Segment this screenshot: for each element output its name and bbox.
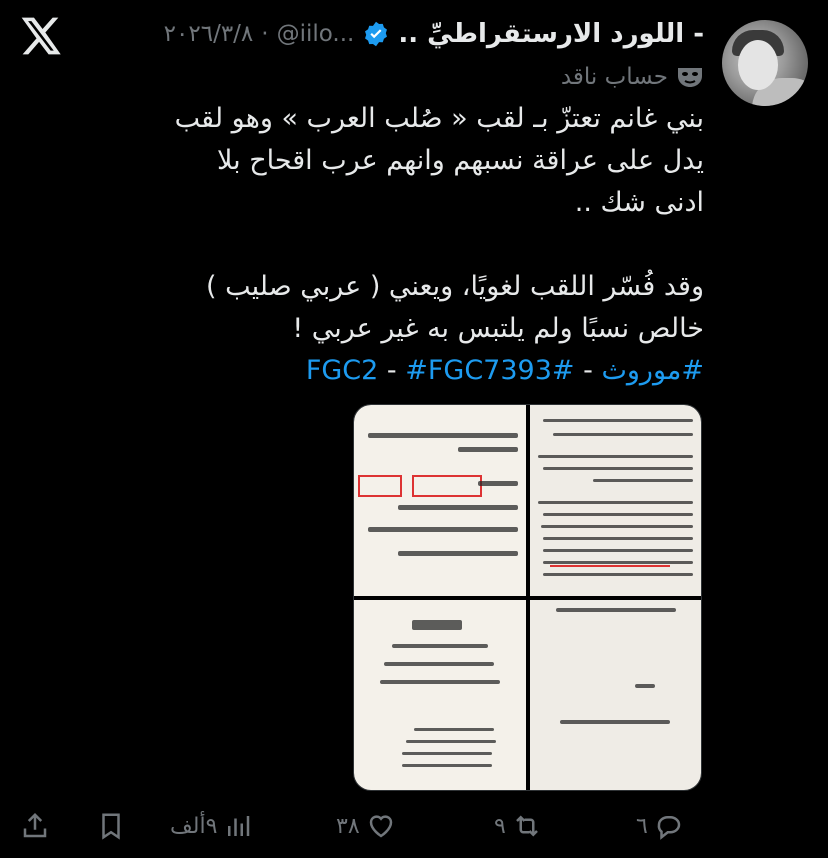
media-image-2[interactable] — [530, 405, 702, 596]
hashtag-separator: - — [386, 355, 397, 386]
share-icon — [20, 811, 50, 841]
retweet-button[interactable] — [494, 808, 542, 844]
media-grid[interactable] — [353, 404, 702, 791]
heart-icon — [366, 811, 396, 841]
post-date[interactable]: ٢٠٢٦/٣/٨ — [163, 21, 254, 47]
hashtags-line — [124, 350, 704, 392]
tweet-line: ادنى شك .. — [574, 187, 704, 218]
views-count: ٩ألف — [170, 813, 218, 839]
user-handle[interactable]: @iilo... — [276, 21, 355, 47]
retweet-icon — [512, 811, 542, 841]
tweet-line: وقد فُسّر اللقب لغويًا، ويعني ( عربي صليب ) — [205, 271, 704, 302]
media-image-3[interactable] — [354, 600, 526, 791]
views-icon — [223, 811, 253, 841]
hashtag-link[interactable]: #FGC2 — [305, 355, 575, 386]
tweet-line: يدل على عراقة نسبهم وانهم عرب اقحاح بلا — [216, 145, 704, 176]
hashtag-link[interactable]: #موروث — [601, 355, 704, 386]
tweet-line: خالص نسبًا ولم يلتبس به غير عربي ! — [292, 313, 704, 344]
like-button[interactable] — [336, 808, 396, 844]
avatar[interactable] — [722, 20, 808, 106]
reply-count: ٦ — [636, 813, 648, 839]
mask-icon — [676, 65, 704, 89]
media-image-4[interactable] — [530, 600, 702, 791]
tweet-line: بني غانم تعتزّ بـ لقب « صُلب العرب » وهو لقب — [174, 103, 704, 134]
header-separator: · — [261, 21, 269, 47]
tweet-body — [124, 98, 704, 392]
reply-button[interactable] — [636, 808, 684, 844]
tweet-header — [164, 14, 704, 54]
account-label — [561, 60, 704, 94]
verified-badge-icon — [362, 20, 390, 48]
hashtag-separator: - — [583, 355, 593, 386]
bookmark-button[interactable] — [96, 808, 126, 844]
views-button[interactable] — [170, 808, 253, 844]
display-name[interactable]: - اللورد الارستقراطيِّ .. — [398, 19, 704, 49]
retweet-count: ٩ — [494, 813, 506, 839]
hashtag-link[interactable]: #FGC7393 — [405, 355, 552, 386]
like-count: ٣٨ — [336, 813, 360, 839]
bookmark-icon — [96, 811, 126, 841]
reply-icon — [654, 811, 684, 841]
x-logo-icon[interactable] — [18, 14, 62, 58]
share-button[interactable] — [20, 808, 50, 844]
label-text: حساب ناقد — [560, 64, 668, 90]
media-image-1[interactable] — [354, 405, 526, 596]
action-bar — [0, 800, 828, 856]
